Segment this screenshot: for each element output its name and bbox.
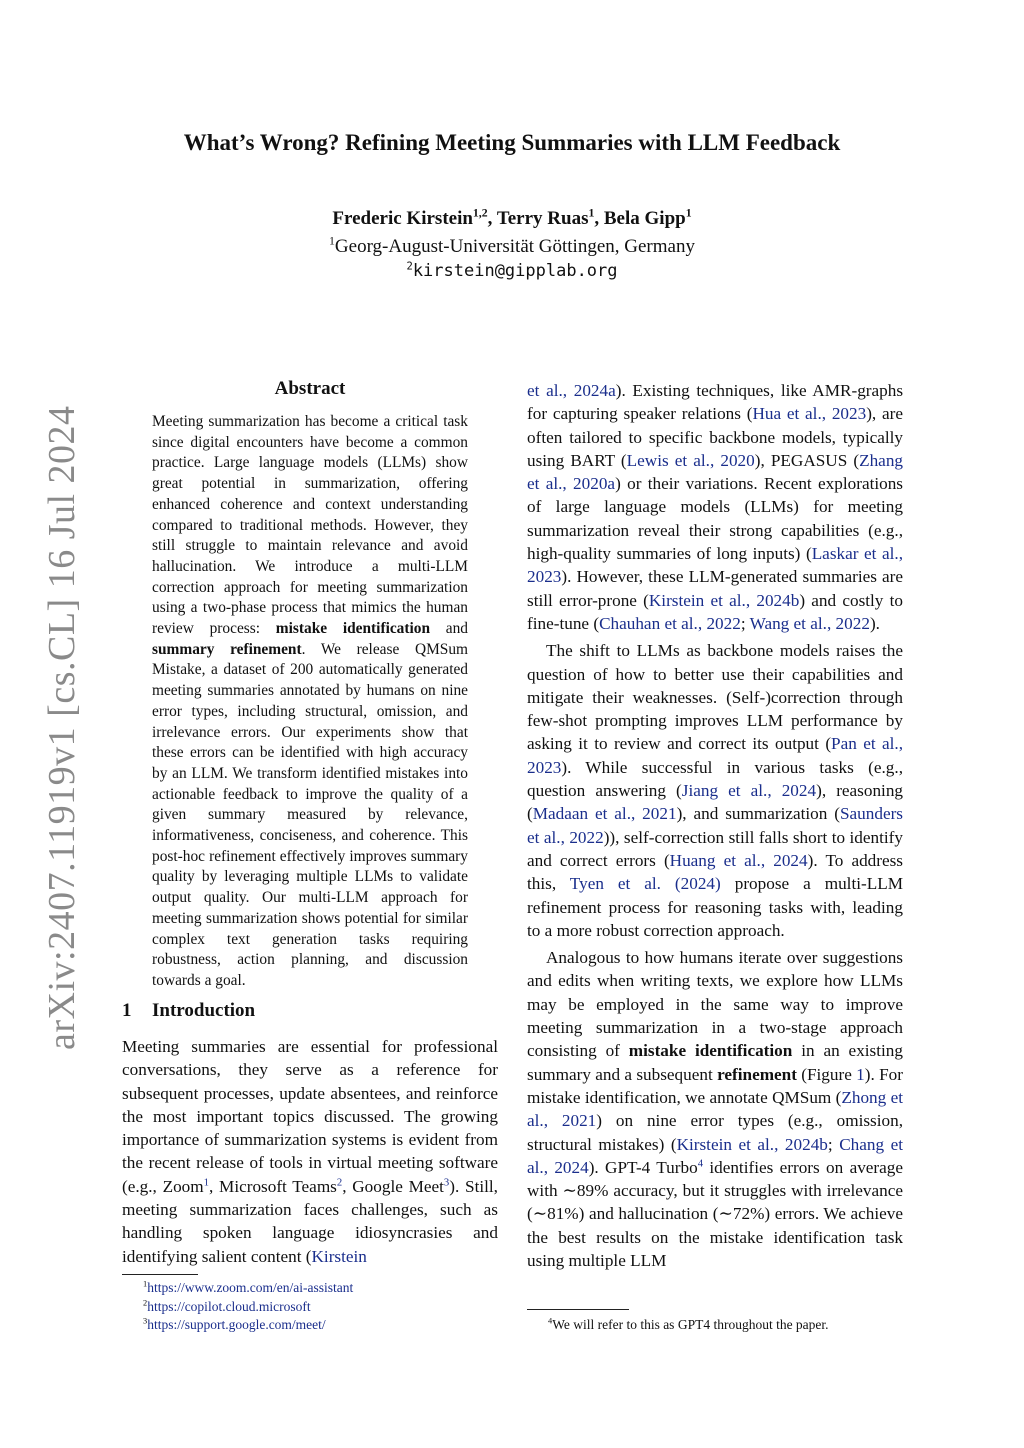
intro-paragraph-left: Meeting summaries are essential for professional conversations, they serve as a reference for subsequent processes, update absentees, and reinforce the most important topics discussed. The growing importance of summarization systems is evident from the recent release of tools in virtual meeting software (e.g., Zoom$^1$, Microsoft Teams$^2$, Google Meet$^3$). Still, meeting summarization faces challenges, such as handling spoken language idiosyncrasies and identifying salient content (Kirstein [122, 1037, 498, 1266]
footnote-ref[interactable]: 1 [203, 1177, 209, 1189]
citation-link[interactable]: Pan et al., 2023 [527, 734, 903, 777]
citation-link[interactable]: Lewis et al., 2020 [626, 450, 755, 470]
footnote-ref[interactable]: 4 [697, 1158, 704, 1170]
figure-ref[interactable]: 1 [856, 1064, 865, 1084]
citation-link[interactable]: Laskar et al., 2023 [527, 544, 903, 587]
paper-title: What’s Wrong? Refining Meeting Summaries with LLM Feedback [183, 130, 841, 155]
citation-link[interactable]: Chauhan et al., 2022 [599, 613, 741, 633]
citation-link[interactable]: Tyen et al. (2024) [569, 874, 721, 894]
author-name: Bela Gipp [603, 208, 686, 229]
citation-link[interactable]: Saunders et al., 2022 [527, 804, 903, 847]
footnote-link[interactable]: https://support.google.com/meet/ [147, 1317, 326, 1332]
citation-link[interactable]: Kirstein [311, 1246, 367, 1266]
citation-link[interactable]: et al., 2024a [527, 381, 616, 400]
citation-link[interactable]: Huang et al., 2024 [669, 850, 808, 870]
abstract-text: Meeting summarization has become a critical task since digital encounters have become a common practice. Large language models (LLMs) show great potential in summarization, offering enhanced coherence and context understanding compared to traditional methods. However, they still struggle to maintain relevance and avoid hallucination. We introduce a multi-LLM correction approach for meeting summarization using a two-phase process that mimics the human review process: mistake identification and summary refinement. We release QMSum Mistake, a dataset of 200 automatically generated meeting summaries annotated by humans on nine error types, including structural, omission, and irrelevance errors. Our experiments show that these errors can be identified with high accuracy by an LLM. We transform identified mistakes into actionable feedback to improve the quality of a given summary measured by relevance, informativeness, conciseness, and coherence. This post-hoc refinement effectively improves summary quality by leveraging multiple LLMs to validate output quality. Our multi-LLM approach for meeting summarization shows potential for similar complex text generation tasks requiring robustness, action planning, and discussion towards a goal. [152, 413, 468, 989]
author-affiliation-marker: 1 [685, 206, 692, 220]
footnote-ref[interactable]: 2 [336, 1177, 343, 1189]
author-name: Terry Ruas [496, 208, 589, 229]
intro-paragraph: The shift to LLMs as backbone models raises the question of how to better use their capabilities and mitigate their weaknesses. (Self-)correction through few-shot prompting improves LLM performance by asking it to review and correct its output (Pan et al., 2023). While successful in various tasks (e.g., question answering (Jiang et al., 2024), reasoning (Madaan et al., 2021), and summarization (Saunders et al., 2022)), self-correction still falls short to identify and correct errors (Huang et al., 2024). To address this, Tyen et al. (2024) propose a multi-LLM refinement process for reasoning tasks with, leading to a more robust correction approach. [527, 641, 904, 940]
contact-email[interactable]: $^2$kirstein@gipplab.org [406, 260, 618, 281]
citation-link[interactable]: Zhong et al., 2021 [527, 1087, 904, 1131]
footnotes-left [143, 1279, 503, 1335]
citation-link[interactable]: Madaan et al., 2021 [532, 804, 677, 824]
intro-right-column [527, 379, 903, 1272]
citation-link[interactable]: Chang et al., 2024 [527, 1134, 904, 1177]
author-name: Frederic Kirstein [332, 208, 473, 229]
citation-link[interactable]: Jiang et al., 2024 [681, 781, 817, 801]
affiliation: $^1$Georg-August-Universität Göttingen, Germany [329, 234, 695, 257]
citation-link[interactable]: Kirstein et al., 2024b [676, 1134, 828, 1154]
author-affiliation-marker: 1,2 [472, 206, 488, 220]
footnote-item: $^4$We will refer to this as GPT4 throughout the paper. [548, 1316, 829, 1332]
author-affiliation-marker: 1 [588, 206, 595, 220]
footnote-ref[interactable]: 3 [443, 1177, 450, 1189]
abstract-heading: Abstract [274, 378, 346, 399]
author-list: Frederic Kirstein$^{1,2}$, Terry Ruas$^1$, Bela Gipp$^1$ [332, 206, 692, 229]
footnote-item: $^2$https://copilot.cloud.microsoft [143, 1298, 311, 1314]
footnote-divider [527, 1309, 629, 1310]
citation-link[interactable]: Wang et al., 2022 [749, 613, 870, 633]
footnote-link[interactable]: https://copilot.cloud.microsoft [147, 1298, 311, 1314]
arxiv-stamp: arXiv:2407.11919v1 [cs.CL] 16 Jul 2024 [41, 405, 83, 1050]
citation-link[interactable]: Zhang et al., 2020a [527, 450, 904, 494]
footnote-divider [122, 1274, 198, 1275]
intro-paragraph: Analogous to how humans iterate over suggestions and edits when writing texts, we explore how LLMs may be employed in the same way to improve meeting summarization in a two-stage approach consisting of mistake identification in an existing summary and a subsequent refinement (Figure 1). For mistake identification, we annotate QMSum (Zhong et al., 2021) on nine error types (e.g., omission, structural mistakes) (Kirstein et al., 2024b; Chang et al., 2024). GPT-4 Turbo$^4$ identifies errors on average with ∼89% accuracy, but it struggles with irrelevance (∼81%) and hallucination (∼72%) errors. We achieve the best results on the mistake identification task using multiple LLM [527, 948, 904, 1270]
footnote-item: $^1$https://www.zoom.com/en/ai-assistant [143, 1279, 354, 1295]
intro-paragraph: et al., 2024a). Existing techniques, like AMR-graphs for capturing speaker relations (Hua et al., 2023), are often tailored to specific backbone models, typically using BART (Lewis et al., 2020), PEGASUS (Zhang et al., 2020a) or their variations. Recent explorations of large language models (LLMs) for meeting summarization reveal their strong capabilities (e.g., high-quality summaries of long inputs) (Laskar et al., 2023). However, these LLM-generated summaries are still error-prone (Kirstein et al., 2024b) and costly to fine-tune (Chauhan et al., 2022; Wang et al., 2022). [527, 381, 904, 633]
footnote-item: $^3$https://support.google.com/meet/ [143, 1316, 326, 1332]
section-heading-introduction: 1 Introduction [122, 1000, 256, 1021]
citation-link[interactable]: Hua et al., 2023 [752, 404, 867, 424]
citation-link[interactable]: Kirstein et al., 2024b [648, 590, 800, 610]
footnote-link[interactable]: https://www.zoom.com/en/ai-assistant [147, 1280, 354, 1295]
